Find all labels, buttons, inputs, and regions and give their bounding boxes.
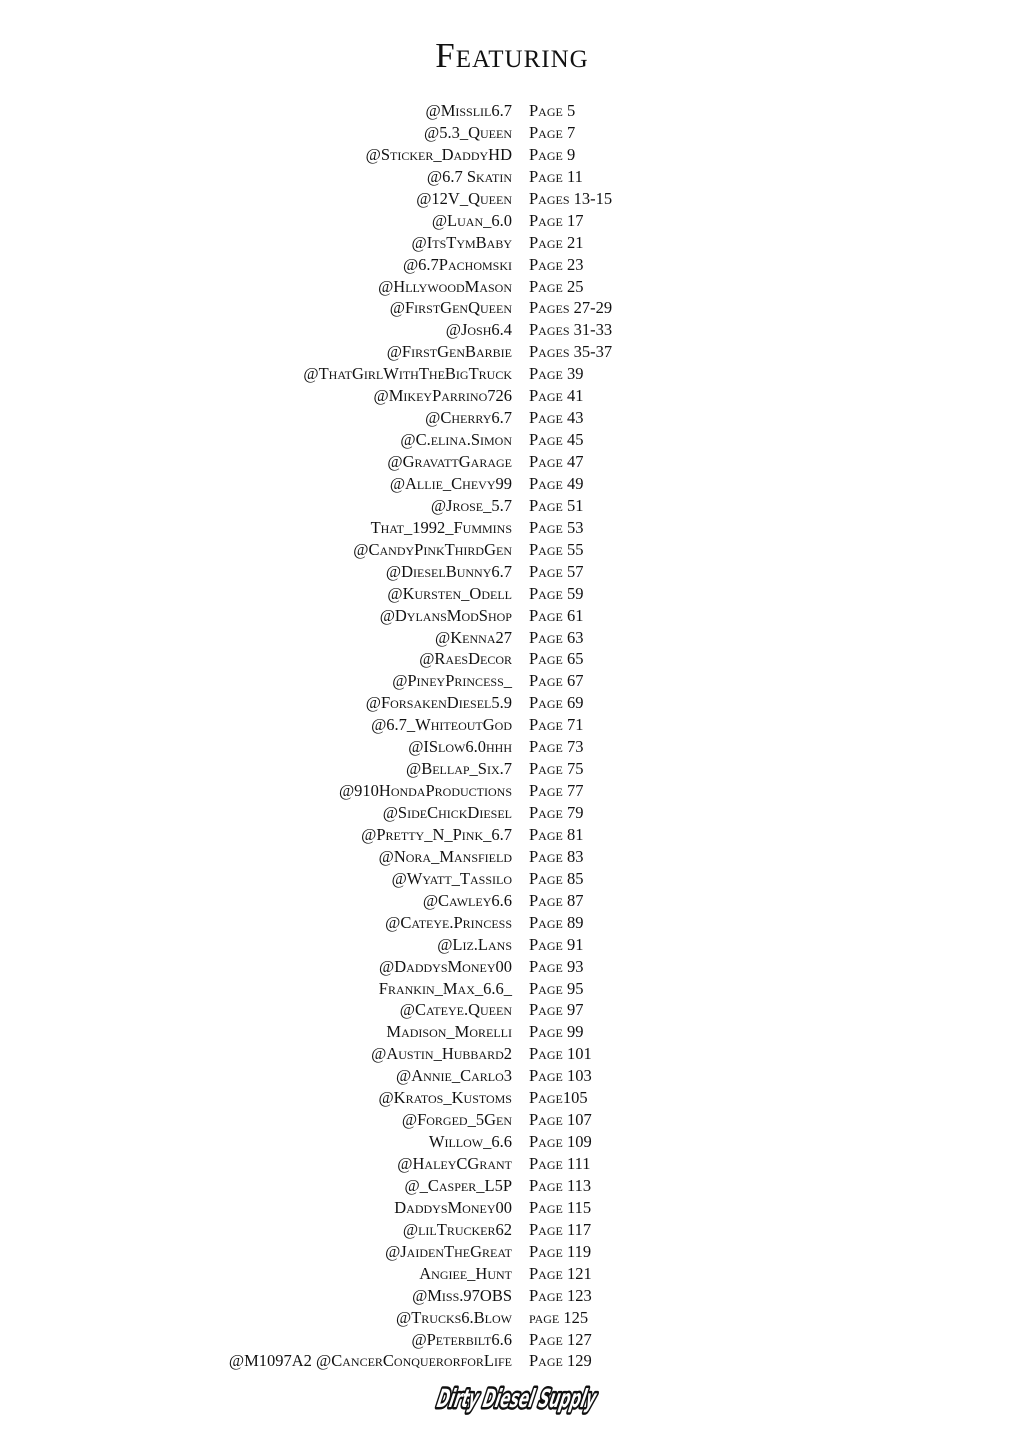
list-item (0, 166, 1024, 188)
featured-handle: That_1992_Fummins (370, 517, 512, 537)
page-reference: Page 81 (529, 824, 584, 844)
list-item (0, 517, 1024, 539)
featured-handle: @_Casper_L5P (404, 1175, 512, 1195)
featured-handle: @Jrose_5.7 (430, 495, 512, 515)
featured-handle: @Kratos_Kustoms (378, 1088, 512, 1108)
page-reference: Page105 (529, 1088, 588, 1108)
dirty-diesel-supply-logo-icon (428, 1374, 712, 1420)
featured-handle: @Cateye.Queen (399, 1000, 512, 1020)
page-reference: Page 73 (529, 737, 584, 757)
page-reference: Page 113 (529, 1175, 592, 1195)
list-item (0, 802, 1024, 824)
page-reference: Page 61 (529, 605, 584, 625)
page-reference: Page 97 (529, 1000, 584, 1020)
list-item (0, 1350, 1024, 1372)
list-item (0, 495, 1024, 517)
list-item (0, 122, 1024, 144)
featured-handle: @Cawley6.6 (422, 890, 512, 910)
featured-handle: @Liz.Lans (437, 934, 512, 954)
page-reference: Pages 27-29 (529, 298, 613, 318)
page-reference: Pages 35-37 (529, 342, 613, 362)
page-reference: Page 123 (529, 1285, 592, 1305)
page-reference: Page 91 (529, 934, 584, 954)
list-item (0, 1087, 1024, 1109)
featured-handle: @FirstGenBarbie (386, 342, 512, 362)
list-item (0, 1307, 1024, 1329)
featured-handle: @ThatGirlWithTheBigTruck (303, 364, 512, 384)
featured-handle: @HllywoodMason (378, 276, 512, 296)
list-item (0, 648, 1024, 670)
page-reference: Page 95 (529, 978, 584, 998)
featured-handle: @Forged_5Gen (401, 1110, 512, 1130)
featured-handle: Angiee_Hunt (419, 1263, 512, 1283)
list-item (0, 341, 1024, 363)
page-reference: Page 111 (529, 1154, 591, 1173)
page-reference: Page 129 (529, 1351, 592, 1371)
featured-handle: @SideChickDiesel (382, 803, 512, 822)
list-item (0, 1153, 1024, 1175)
list-item (0, 714, 1024, 736)
featured-handle: @ItsTymBaby (411, 232, 512, 252)
featured-handle: @RaesDecor (419, 649, 512, 669)
list-item (0, 934, 1024, 956)
page-reference: Page 7 (529, 122, 576, 142)
page-reference: Page 127 (529, 1329, 592, 1349)
page-reference: Page 55 (529, 539, 584, 559)
featured-handle: @FirstGenQueen (389, 298, 512, 318)
featured-handle: Frankin_Max_6.6_ (378, 978, 512, 998)
list-item (0, 363, 1024, 385)
page-reference: Page 117 (529, 1219, 592, 1239)
list-item (0, 1285, 1024, 1307)
featured-handle: @6.7Pachomski (402, 254, 512, 274)
featured-handle: @Kenna27 (435, 627, 512, 647)
page-reference: Page 65 (529, 649, 584, 669)
list-item (0, 1131, 1024, 1153)
page-reference: Page 85 (529, 868, 584, 888)
page-reference: Page 21 (529, 232, 584, 252)
list-item (0, 539, 1024, 561)
list-item (0, 385, 1024, 407)
page-reference: Page 99 (529, 1022, 584, 1042)
featured-handle: @Nora_Mansfield (378, 846, 512, 866)
featured-handle: @Wyatt_Tassilo (391, 868, 512, 888)
list-item (0, 692, 1024, 714)
page-reference: Page 47 (529, 452, 584, 471)
featured-handle: @C.elina.Simon (400, 430, 512, 450)
page-reference: Page 53 (529, 517, 584, 537)
featured-handle: @Pretty_N_Pink_6.7 (361, 824, 512, 844)
featured-handle: @Misslil6.7 (425, 101, 512, 120)
featured-handle: @Miss.97OBS (412, 1285, 512, 1305)
page-reference: Page 25 (529, 276, 584, 296)
list-item (0, 297, 1024, 319)
featured-handle: @ForsakenDiesel5.9 (365, 693, 512, 713)
list-item (0, 780, 1024, 802)
featured-handle: @JaidenTheGreat (385, 1241, 512, 1261)
list-item (0, 210, 1024, 232)
list-item (0, 583, 1024, 605)
list-item (0, 999, 1024, 1021)
list-item (0, 1175, 1024, 1197)
featured-handle: Willow_6.6 (428, 1132, 512, 1152)
page-reference: Page 115 (529, 1197, 592, 1217)
featured-handle: @MikeyParrino726 (373, 386, 512, 406)
featured-handle: @CandyPinkThirdGen (353, 539, 512, 559)
list-item (0, 670, 1024, 692)
featured-handle: @12V_Queen (416, 188, 512, 208)
list-item (0, 978, 1024, 1000)
page-reference: Page 109 (529, 1132, 592, 1152)
list-item (0, 473, 1024, 495)
list-item (0, 144, 1024, 166)
featured-handle: @Austin_Hubbard2 (371, 1044, 512, 1064)
list-item (0, 1197, 1024, 1219)
featured-handle: @Trucks6.Blow (396, 1307, 512, 1327)
list-item (0, 429, 1024, 451)
featured-handle: DaddysMoney00 (394, 1197, 512, 1217)
list-item (0, 956, 1024, 978)
logo-text: Dirty Diesel Supply (434, 1384, 712, 1413)
page-reference: Page 103 (529, 1066, 592, 1086)
list-item (0, 758, 1024, 780)
page-reference: Page 43 (529, 408, 584, 428)
featured-handle: @Allie_Chevy99 (389, 473, 512, 493)
featured-handle: @Kursten_Odell (387, 583, 512, 603)
page-reference: Page 101 (529, 1044, 592, 1064)
featured-handle: @ISlow6.0hhh (408, 737, 512, 757)
page-reference: Page 79 (529, 803, 584, 822)
featured-handle: @DieselBunny6.7 (385, 561, 512, 581)
list-item (0, 912, 1024, 934)
list-item (0, 824, 1024, 846)
page-reference: Page 83 (529, 846, 584, 866)
page-reference: Page 9 (529, 144, 576, 164)
page-reference: Pages 31-33 (529, 320, 613, 340)
page-reference: Pages 13-15 (529, 188, 613, 208)
list-item (0, 1241, 1024, 1263)
page-reference: Page 93 (529, 956, 584, 976)
page-reference: Page 67 (529, 671, 584, 691)
featured-handle: @DylansModShop (379, 605, 512, 625)
list-item (0, 1109, 1024, 1131)
featured-list (0, 100, 1024, 1372)
page-reference: Page 89 (529, 912, 584, 932)
featured-handle: @HaleyCGrant (397, 1154, 512, 1173)
page-reference: Page 11 (529, 166, 583, 186)
featured-handle: @6.7_WhiteoutGod (371, 715, 512, 735)
featured-handle: @5.3_Queen (424, 122, 512, 142)
page-reference: Page 51 (529, 495, 584, 515)
list-item (0, 254, 1024, 276)
page-reference: Page 45 (529, 430, 584, 450)
list-item (0, 319, 1024, 341)
page-reference: Page 49 (529, 473, 584, 493)
list-item (0, 188, 1024, 210)
page-reference: Page 77 (529, 781, 584, 801)
page-reference: Page 23 (529, 254, 584, 274)
page-reference: Page 121 (529, 1263, 592, 1283)
page-reference: Page 59 (529, 583, 584, 603)
list-item (0, 1021, 1024, 1043)
list-item (0, 868, 1024, 890)
list-item (0, 407, 1024, 429)
featured-handle: @910HondaProductions (338, 781, 512, 801)
list-item (0, 890, 1024, 912)
featured-handle: @Bellap_Six.7 (406, 759, 512, 779)
featured-handle: @lilTrucker62 (402, 1219, 512, 1239)
list-item (0, 276, 1024, 298)
page-reference: Page 17 (529, 210, 584, 230)
featured-handle: @M1097A2 @CancerConquerorforLife (228, 1351, 512, 1371)
page-reference: Page 119 (529, 1241, 592, 1261)
page-reference: Page 107 (529, 1110, 592, 1130)
page-reference: Page 71 (529, 715, 584, 735)
list-item (0, 100, 1024, 122)
page-title: Featuring (435, 36, 589, 75)
featured-handle: Madison_Morelli (386, 1022, 512, 1042)
list-item (0, 451, 1024, 473)
featured-handle: @Cherry6.7 (425, 408, 512, 428)
featured-handle: @Annie_Carlo3 (396, 1066, 512, 1086)
list-item (0, 1329, 1024, 1351)
list-item (0, 232, 1024, 254)
page-reference: Page 63 (529, 627, 584, 647)
featured-handle: @Sticker_DaddyHD (365, 144, 512, 164)
featured-handle: @PineyPrincess_ (392, 671, 512, 691)
list-item (0, 605, 1024, 627)
page-reference: Page 75 (529, 759, 584, 779)
featured-handle: @Josh6.4 (445, 320, 512, 340)
featured-handle: @GravattGarage (387, 452, 512, 471)
featured-handle: @DaddysMoney00 (379, 956, 512, 976)
page-reference: Page 41 (529, 386, 584, 406)
featured-handle: @6.7 Skatin (426, 166, 512, 186)
page-reference: page 125 (529, 1307, 589, 1327)
list-item (0, 1043, 1024, 1065)
featured-handle: @Luan_6.0 (431, 210, 512, 230)
featured-handle: @Peterbilt6.6 (411, 1329, 512, 1349)
list-item (0, 736, 1024, 758)
featured-handle: @Cateye.Princess (385, 912, 512, 932)
page-reference: Page 87 (529, 890, 584, 910)
list-item (0, 561, 1024, 583)
page-reference: Page 69 (529, 693, 584, 713)
page-reference: Page 39 (529, 364, 584, 384)
list-item (0, 1219, 1024, 1241)
list-item (0, 1263, 1024, 1285)
list-item (0, 846, 1024, 868)
page-reference: Page 57 (529, 561, 584, 581)
list-item (0, 627, 1024, 649)
list-item (0, 1065, 1024, 1087)
page-reference: Page 5 (529, 101, 576, 120)
